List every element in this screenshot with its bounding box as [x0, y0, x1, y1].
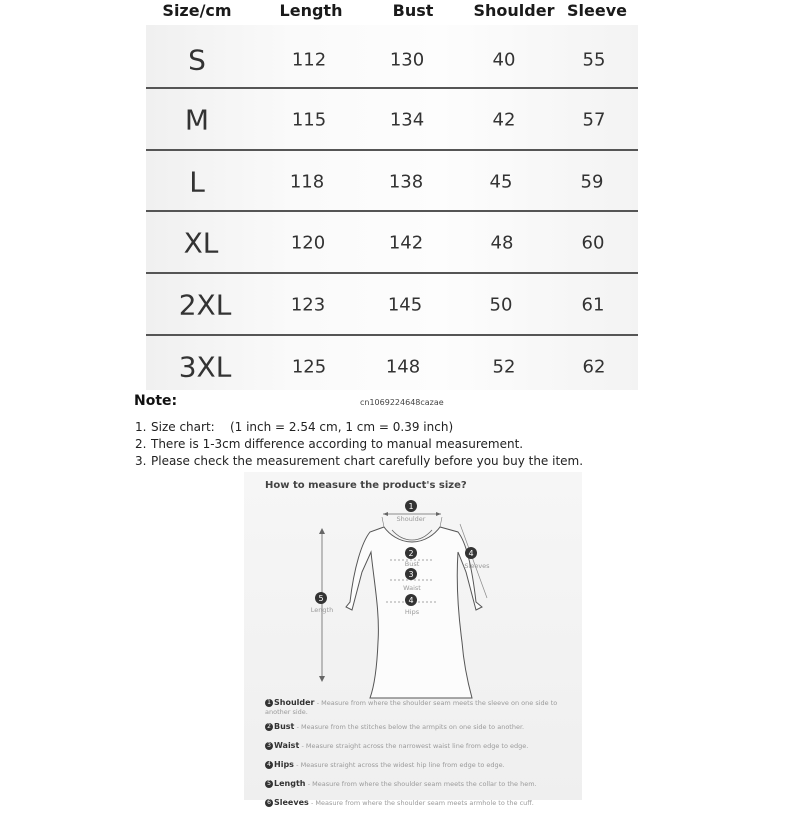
- bust-cell: 148: [385, 356, 421, 378]
- bust-cell: 145: [387, 294, 423, 316]
- table-row: [0, 89, 800, 151]
- note-title: Note:: [134, 393, 178, 409]
- length-label: Length: [310, 606, 334, 614]
- legend-name: Shoulder: [274, 698, 315, 707]
- badge-hips: [405, 594, 417, 606]
- sleeves-label: Sleeves: [464, 562, 490, 570]
- shoulder-cell: 50: [489, 294, 513, 316]
- size-cell: S: [188, 43, 206, 77]
- legend-item: [265, 741, 580, 755]
- note-text: There is 1-3cm difference according to manual measurement.: [151, 437, 524, 451]
- legend-desc: - Measure straight across the widest hip line from edge to edge.: [296, 761, 505, 769]
- sleeve-cell: 57: [582, 109, 606, 131]
- length-cell: 112: [291, 49, 327, 71]
- header-length: Length: [279, 1, 343, 20]
- badge-length: [315, 592, 327, 604]
- length-cell: 118: [289, 171, 325, 193]
- size-cell: 2XL: [178, 288, 232, 322]
- size-cell: 3XL: [178, 350, 232, 384]
- size-cell: M: [184, 103, 210, 137]
- waist-label: Waist: [403, 584, 421, 592]
- header-size: Size/cm: [162, 1, 232, 20]
- arrow-head: [319, 528, 325, 534]
- row-divider: [146, 87, 638, 89]
- sleeve-cell: 59: [580, 171, 604, 193]
- header-sleeve: Sleeve: [567, 1, 627, 20]
- measure-guide-title: How to measure the product's size?: [265, 480, 467, 491]
- table-row: [0, 274, 800, 336]
- row-divider: [146, 272, 638, 274]
- bust-cell: 134: [389, 109, 425, 131]
- legend-name: Waist: [274, 741, 300, 750]
- legend-badge: 3: [265, 742, 273, 750]
- length-cell: 115: [291, 109, 327, 131]
- note-number: 1.: [135, 420, 147, 434]
- row-divider: [146, 149, 638, 151]
- legend-name: Length: [274, 779, 306, 788]
- legend-desc: - Measure from where the shoulder seam meets armhole to the cuff.: [311, 799, 534, 807]
- arrow-head: [436, 512, 441, 516]
- shoulder-cell: 40: [492, 49, 516, 71]
- sleeve-cell: 62: [582, 356, 606, 378]
- hips-label: Hips: [404, 608, 420, 616]
- row-divider: [146, 210, 638, 212]
- shoulder-cell: 45: [489, 171, 513, 193]
- note-item: [135, 419, 583, 436]
- table-row: [0, 212, 800, 274]
- product-code: cn1069224648cazae: [360, 398, 444, 407]
- bust-cell: 142: [388, 232, 424, 254]
- note-text: Please check the measurement chart carefully before you buy the item.: [151, 454, 584, 468]
- legend-desc: - Measure from where the shoulder seam meets the sleeve on one side to another side.: [265, 699, 558, 716]
- length-cell: 123: [290, 294, 326, 316]
- arrow-head: [319, 676, 325, 682]
- legend-badge: 5: [265, 780, 273, 788]
- badge-number: 4: [408, 596, 414, 605]
- badge-bust: [405, 547, 417, 559]
- shoulder-cell: 42: [492, 109, 516, 131]
- note-text: Size chart: (1 inch = 2.54 cm, 1 cm = 0.39 inch): [151, 420, 454, 434]
- badge-sleeves: [465, 547, 477, 559]
- badge-number: 4: [468, 549, 474, 558]
- measure-guide-panel: [244, 472, 582, 807]
- legend-name: Sleeves: [274, 798, 309, 807]
- badge-shoulder: [405, 500, 417, 512]
- legend-name: Bust: [274, 722, 295, 731]
- bust-label: Bust: [404, 560, 420, 568]
- legend-item: [265, 760, 580, 774]
- legend-item: [265, 722, 580, 736]
- note-list: [135, 419, 583, 470]
- header-shoulder: Shoulder: [473, 1, 555, 20]
- table-row: [0, 336, 800, 398]
- badge-number: 3: [408, 570, 414, 579]
- length-cell: 120: [290, 232, 326, 254]
- bust-cell: 138: [388, 171, 424, 193]
- badge-waist: [405, 568, 417, 580]
- note-item: [135, 453, 583, 470]
- legend-item: [265, 779, 580, 793]
- bust-cell: 130: [389, 49, 425, 71]
- shoulder-cell: 48: [490, 232, 514, 254]
- shoulder-cell: 52: [492, 356, 516, 378]
- dress-diagram: [244, 472, 582, 700]
- row-divider: [146, 334, 638, 336]
- legend-item: [265, 698, 580, 717]
- legend-badge: 4: [265, 761, 273, 769]
- note-number: 3.: [135, 454, 147, 468]
- length-cell: 125: [291, 356, 327, 378]
- legend-item: [265, 798, 580, 812]
- measure-legend: [265, 698, 580, 817]
- size-cell: XL: [183, 226, 219, 260]
- table-row: [0, 151, 800, 213]
- legend-badge: 1: [265, 699, 273, 707]
- legend-badge: 2: [265, 723, 273, 731]
- badge-number: 1: [408, 502, 414, 511]
- header-bust: Bust: [392, 1, 434, 20]
- legend-name: Hips: [274, 760, 294, 769]
- legend-badge: 6: [265, 799, 273, 807]
- sleeve-cell: 60: [581, 232, 605, 254]
- sleeve-cell: 55: [582, 49, 606, 71]
- table-row: [0, 29, 800, 91]
- note-number: 2.: [135, 437, 147, 451]
- size-table: [0, 0, 800, 392]
- legend-desc: - Measure from the stitches below the armpits on one side to another.: [296, 723, 525, 731]
- sleeve-cell: 61: [581, 294, 605, 316]
- legend-desc: - Measure from where the shoulder seam meets the collar to the hem.: [307, 780, 537, 788]
- size-cell: L: [189, 165, 205, 199]
- arrow-head: [383, 512, 388, 516]
- badge-number: 2: [408, 549, 414, 558]
- shoulder-label: Shoulder: [396, 515, 426, 523]
- note-item: [135, 436, 583, 453]
- legend-desc: - Measure straight across the narrowest waist line from edge to edge.: [301, 742, 529, 750]
- badge-number: 5: [318, 594, 324, 603]
